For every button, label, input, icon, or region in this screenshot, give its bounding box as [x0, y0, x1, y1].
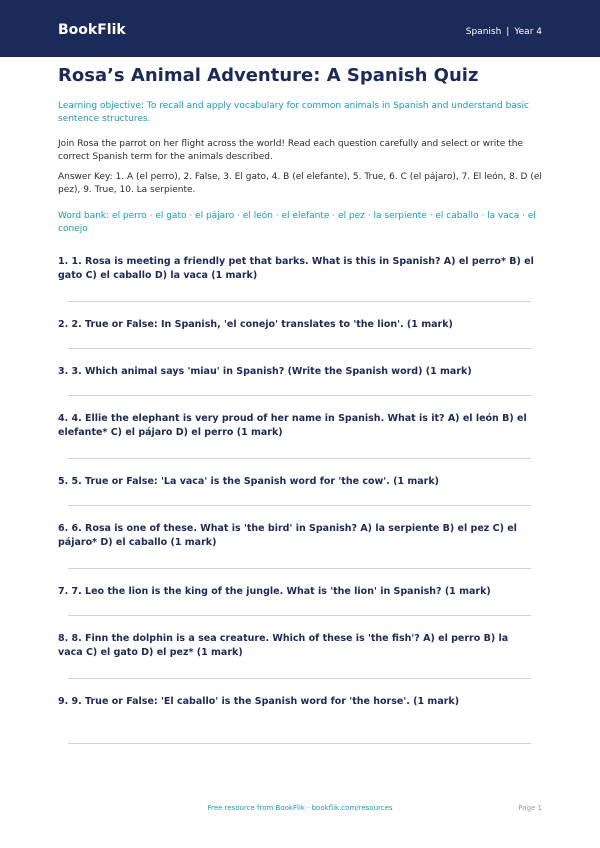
answer-key: Answer Key: 1. A (el perro), 2. False, 3. El gato, 4. B (el elefante), 5. True, 6. C (el pájaro), 7. El león, 8. D (el pez), 9. True, 10. La serpiente.: [58, 172, 542, 195]
page-title: Rosa’s Animal Adventure: A Spanish Quiz: [58, 65, 479, 86]
question-3: 3. 3. Which animal says 'miau' in Spanish? (Write the Spanish word) (1 mark): [58, 366, 472, 377]
question-8: 8. 8. Finn the dolphin is a sea creature. Which of these is 'the fish'? A) el perro B) la vaca C) el gato D) el pez* (1 mark): [58, 633, 509, 658]
answer-line-2[interactable]: [68, 348, 531, 349]
answer-line-1[interactable]: [68, 301, 531, 302]
learning-objective: Learning objective: To recall and apply vocabulary for common animals in Spanish and understand basic sentence structures.: [58, 101, 530, 124]
answer-line-5[interactable]: [68, 505, 531, 506]
answer-line-9[interactable]: [68, 743, 531, 744]
question-5: 5. 5. True or False: 'La vaca' is the Spanish word for 'the cow'. (1 mark): [58, 476, 440, 487]
question-9: 9. 9. True or False: 'El caballo' is the Spanish word for 'the horse'. (1 mark): [58, 696, 460, 707]
subject-label: Spanish: [465, 27, 502, 37]
subject-year-label: [466, 26, 542, 38]
header-bar: [0, 0, 600, 57]
question-2: 2. 2. True or False: In Spanish, 'el conejo' translates to 'the lion'. (1 mark): [58, 319, 453, 330]
answer-line-4[interactable]: [68, 458, 531, 459]
question-4: 4. 4. Ellie the elephant is very proud of her name in Spanish. What is it? A) el león B) el elefante* C) el pájaro D) el perro (1 mark): [58, 413, 527, 438]
footer-resource-link[interactable]: Free resource from BookFlik · bookflik.com/resources: [207, 804, 393, 812]
answer-line-6[interactable]: [68, 568, 531, 569]
answer-line-3[interactable]: [68, 395, 531, 396]
answer-line-7[interactable]: [68, 615, 531, 616]
answer-line-8[interactable]: [68, 678, 531, 679]
separator: |: [506, 27, 510, 37]
page-number: Page 1: [518, 804, 542, 812]
intro-text: Join Rosa the parrot on her flight across the world! Read each question carefully and select or write the correct Spanish term for the animals described.: [58, 139, 523, 162]
question-1: 1. 1. Rosa is meeting a friendly pet that barks. What is this in Spanish? A) el perro* B) el gato C) el caballo D) la vaca (1 mark): [58, 256, 534, 281]
question-6: 6. 6. Rosa is one of these. What is 'the bird' in Spanish? A) la serpiente B) el pez C) el pájaro* D) el caballo (1 mark): [58, 523, 517, 548]
word-bank: Word bank: el perro · el gato · el pájaro · el león · el elefante · el pez · la serpiente · el caballo · la vaca · el conejo: [58, 211, 536, 234]
brand-logo: BookFlik: [58, 22, 126, 38]
year-label: Year 4: [514, 27, 542, 37]
question-7: 7. 7. Leo the lion is the king of the jungle. What is 'the lion' in Spanish? (1 mark): [58, 586, 491, 597]
